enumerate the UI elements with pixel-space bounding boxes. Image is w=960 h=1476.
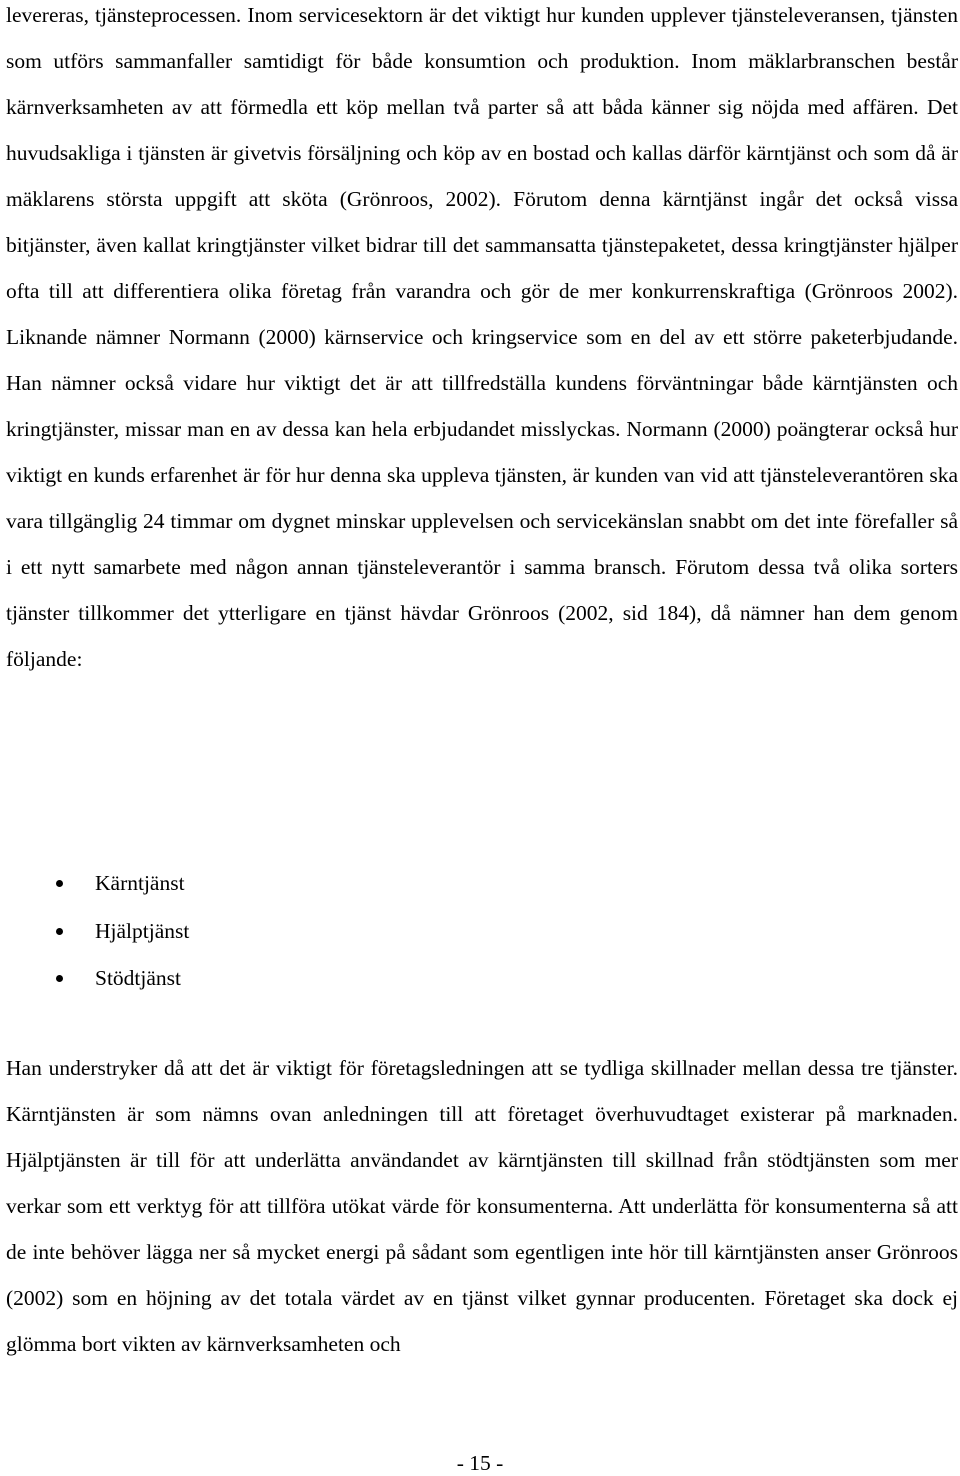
list-item (0, 955, 189, 1003)
bullet-icon (56, 975, 63, 982)
service-types-list (0, 860, 189, 1003)
bullet-icon (56, 880, 63, 887)
body-paragraph-1: levereras, tjänsteprocessen. Inom servicesektorn är det viktigt hur kunden upplever tjänsteleveransen, tjänsten som utförs sammanfaller samtidigt för både konsumtion och produktion. Inom mäklarbranschen består kärnverksamheten av att förmedla ett köp mellan två parter så att båda känner sig nöjda med affären. Det huvudsakliga i tjänsten är givetvis försäljning och köp av en bostad och kallas därför kärntjänst och som då är mäklarens största uppgift att sköta (Grönroos, 2002). Förutom denna kärntjänst ingår det också vissa bitjänster, även kallat kringtjänster vilket bidrar till det sammansatta tjänstepaketet, dessa kringtjänster hjälper ofta till att differentiera olika företag från varandra och gör de mer konkurrenskraftiga (Grönroos 2002). Liknande nämner Normann (2000) kärnservice och kringservice som en del av ett större paketerbjudande. Han nämner också vidare hur viktigt det är att tillfredställa kundens förväntningar både kärntjänsten och kringtjänster, missar man en av dessa kan hela erbjudandet misslyckas. Normann (2000) poängterar också hur viktigt en kunds erfarenhet är för hur denna ska uppleva tjänsten, är kunden van vid att tjänsteleverantören ska vara tillgänglig 24 timmar om dygnet minskar upplevelsen och servicekänslan snabbt om det inte förefaller så i ett nytt samarbete med någon annan tjänsteleverantör i samma bransch. Förutom dessa två olika sorters tjänster tillkommer det ytterligare en tjänst hävdar Grönroos (2002, sid 184), då nämner han dem genom följande: (6, 3, 958, 671)
list-item-label: Hjälptjänst (95, 918, 190, 943)
list-item (0, 908, 189, 956)
bullet-icon (56, 928, 63, 935)
list-item (0, 860, 189, 908)
body-paragraph-2: Han understryker då att det är viktigt för företagsledningen att se tydliga skillnader mellan dessa tre tjänster. Kärntjänsten är som nämns ovan anledningen till att företaget överhuvudtaget existerar på marknaden. Hjälptjänsten är till för att underlätta användandet av kärntjänsten till skillnad från stödtjänsten som mer verkar som ett verktyg för att tillföra utökat värde för konsumenterna. Att underlätta för konsumenterna så att de inte behöver lägga ner så mycket energi på sådant som egentligen inte hör till kärntjänsten anser Grönroos (2002) som en höjning av det totala värdet av en tjänst vilket gynnar producenten. Företaget ska dock ej glömma bort vikten av kärnverksamheten och (6, 1056, 958, 1356)
list-item-label: Kärntjänst (95, 871, 185, 895)
page-number: - 15 - (456, 1451, 504, 1475)
list-item-label: Stödtjänst (95, 966, 182, 990)
